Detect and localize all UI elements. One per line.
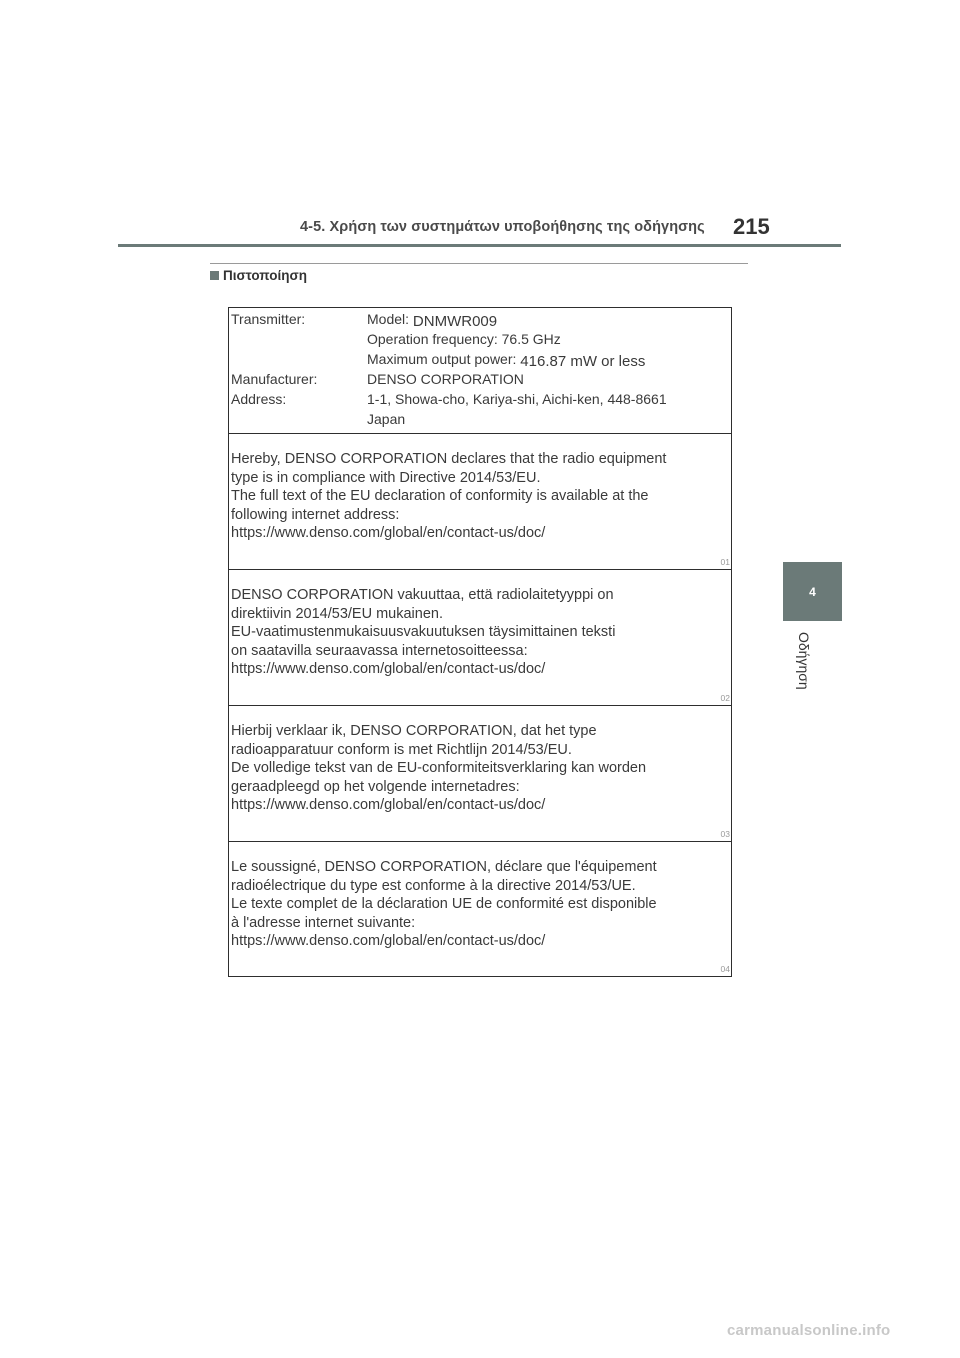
declaration-text xyxy=(231,586,721,679)
panel-code: 03 xyxy=(720,829,730,839)
chapter-tab xyxy=(783,562,842,621)
address-line2: Japan xyxy=(367,411,406,427)
bullet-square-icon xyxy=(210,271,219,280)
declaration-line: https://www.denso.com/global/en/contact-us/doc/ xyxy=(231,797,546,814)
model-value: DNMWR009 xyxy=(412,313,498,330)
declaration-line: radioélectrique du type est conforme à la directive 2014/53/UE. xyxy=(231,877,636,894)
section-heading-text: Πιστοποίηση xyxy=(223,268,307,283)
operation-frequency: Operation frequency: 76.5 GHz xyxy=(367,331,561,347)
panel-code: 02 xyxy=(720,693,730,703)
manufacturer-label: Manufacturer: xyxy=(231,371,318,387)
watermark: carmanualsonline.info xyxy=(727,1322,891,1339)
manufacturer-value: DENSO CORPORATION xyxy=(367,371,524,387)
declaration-panel-fi xyxy=(229,570,731,706)
section-header-title: 4-5. Χρήση των συστημάτων υποβοήθησης της οδήγησης xyxy=(300,219,705,235)
declaration-line: direktiivin 2014/53/EU mukainen. xyxy=(231,605,443,622)
declaration-line: radioapparatuur conform is met Richtlijn 2014/53/EU. xyxy=(231,741,572,758)
declaration-text xyxy=(231,858,721,951)
declaration-panel-en xyxy=(229,434,731,570)
declaration-line: DENSO CORPORATION vakuuttaa, että radiolaitetyyppi on xyxy=(231,587,614,603)
page-number: 215 xyxy=(733,214,770,239)
spec-panel xyxy=(229,308,731,434)
declaration-text xyxy=(231,722,721,815)
panel-code: 04 xyxy=(720,964,730,974)
declaration-text xyxy=(231,450,721,543)
declaration-line: Le soussigné, DENSO CORPORATION, déclare que l'équipement xyxy=(231,859,657,875)
declaration-panel-fr xyxy=(229,842,731,976)
chapter-number: 4 xyxy=(809,584,816,599)
chapter-label: Οδήγηση xyxy=(796,632,812,690)
declaration-line: https://www.denso.com/global/en/contact-us/doc/ xyxy=(231,661,546,678)
model-row xyxy=(367,309,497,330)
declaration-panel-nl xyxy=(229,706,731,842)
declaration-line: Le texte complet de la déclaration UE de conformité est disponible xyxy=(231,896,657,913)
declaration-line: De volledige tekst van de EU-conformiteitsverklaring kan worden xyxy=(231,760,647,777)
declaration-line: The full text of the EU declaration of conformity is available at the xyxy=(231,488,649,505)
transmitter-label: Transmitter: xyxy=(231,311,306,327)
declaration-line: following internet address: xyxy=(231,506,400,523)
header-divider xyxy=(118,244,841,247)
section-heading xyxy=(210,268,307,283)
power-row xyxy=(367,349,645,370)
declaration-line: geraadpleegd op het volgende internetadres: xyxy=(231,778,520,795)
declaration-line: on saatavilla seuraavassa internetosoitteessa: xyxy=(231,642,528,659)
power-value: 416.87 mW or less xyxy=(520,353,646,370)
certification-label xyxy=(228,307,732,977)
declaration-line: Hierbij verklaar ik, DENSO CORPORATION, dat het type xyxy=(231,723,597,739)
declaration-line: à l'adresse internet suivante: xyxy=(231,914,416,931)
address-line1: 1-1, Showa-cho, Kariya-shi, Aichi-ken, 448-8661 xyxy=(367,391,667,407)
section-divider xyxy=(210,263,748,264)
declaration-line: https://www.denso.com/global/en/contact-us/doc/ xyxy=(231,525,546,542)
declaration-line: type is in compliance with Directive 2014/53/EU. xyxy=(231,469,541,486)
declaration-line: Hereby, DENSO CORPORATION declares that the radio equipment xyxy=(231,451,667,467)
panel-code: 01 xyxy=(720,557,730,567)
declaration-line: EU-vaatimustenmukaisuusvakuutuksen täysimittainen teksti xyxy=(231,624,616,641)
model-label: Model: xyxy=(367,311,410,327)
declaration-line: https://www.denso.com/global/en/contact-us/doc/ xyxy=(231,933,546,950)
power-label: Maximum output power: xyxy=(367,351,517,367)
address-label: Address: xyxy=(231,391,287,407)
